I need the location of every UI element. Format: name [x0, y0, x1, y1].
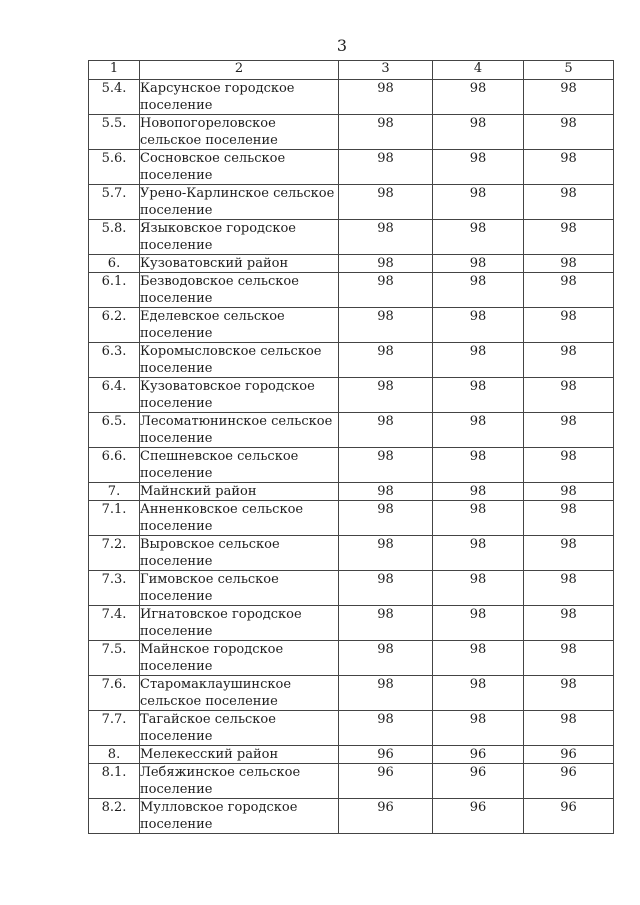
table-row: [89, 536, 614, 571]
column-header: 4: [433, 61, 524, 80]
row-number: 8.2.: [89, 799, 140, 834]
settlement-name: Сосновское сельское поселение: [140, 150, 339, 185]
column-header: 3: [339, 61, 433, 80]
table-row: [89, 606, 614, 641]
value-col-5: 98: [524, 711, 614, 746]
row-number: 7.4.: [89, 606, 140, 641]
value-col-4: 98: [433, 536, 524, 571]
settlement-name: Мелекесский район: [140, 746, 339, 764]
row-number: 7.5.: [89, 641, 140, 676]
settlement-name: Лесоматюнинское сельское поселение: [140, 413, 339, 448]
value-col-3: 98: [339, 641, 433, 676]
table-row: [89, 483, 614, 501]
table-row: [89, 378, 614, 413]
value-col-4: 98: [433, 80, 524, 115]
value-col-4: 98: [433, 378, 524, 413]
value-col-5: 98: [524, 501, 614, 536]
table-row: [89, 308, 614, 343]
value-col-4: 98: [433, 501, 524, 536]
row-number: 8.1.: [89, 764, 140, 799]
value-col-4: 98: [433, 641, 524, 676]
value-col-5: 98: [524, 378, 614, 413]
value-col-3: 98: [339, 571, 433, 606]
settlement-name: Еделевское сельское поселение: [140, 308, 339, 343]
value-col-5: 98: [524, 676, 614, 711]
row-number: 6.6.: [89, 448, 140, 483]
value-col-3: 96: [339, 746, 433, 764]
value-col-4: 98: [433, 606, 524, 641]
value-col-4: 96: [433, 764, 524, 799]
settlement-name: Выровское сельское поселение: [140, 536, 339, 571]
row-number: 7.7.: [89, 711, 140, 746]
row-number: 5.8.: [89, 220, 140, 255]
value-col-4: 98: [433, 711, 524, 746]
value-col-3: 98: [339, 413, 433, 448]
value-col-5: 98: [524, 413, 614, 448]
value-col-4: 98: [433, 255, 524, 273]
settlement-name: Гимовское сельское поселение: [140, 571, 339, 606]
settlement-name: Карсунское городское поселение: [140, 80, 339, 115]
settlement-name: Урено-Карлинское сельское поселение: [140, 185, 339, 220]
table-row: [89, 255, 614, 273]
settlement-name: Языковское городское поселение: [140, 220, 339, 255]
row-number: 6.2.: [89, 308, 140, 343]
value-col-3: 98: [339, 606, 433, 641]
table-header-row: [89, 61, 614, 80]
settlement-name: Спешневское сельское поселение: [140, 448, 339, 483]
row-number: 5.6.: [89, 150, 140, 185]
row-number: 8.: [89, 746, 140, 764]
value-col-5: 98: [524, 150, 614, 185]
settlement-name: Анненковское сельское поселение: [140, 501, 339, 536]
value-col-3: 98: [339, 676, 433, 711]
table-row: [89, 343, 614, 378]
data-table: [88, 60, 614, 834]
table-row: [89, 676, 614, 711]
value-col-3: 96: [339, 764, 433, 799]
settlement-name: Майнское городское поселение: [140, 641, 339, 676]
settlement-name: Тагайское сельское поселение: [140, 711, 339, 746]
settlement-name: Безводовское сельское поселение: [140, 273, 339, 308]
row-number: 6.5.: [89, 413, 140, 448]
value-col-3: 98: [339, 483, 433, 501]
row-number: 5.5.: [89, 115, 140, 150]
row-number: 6.3.: [89, 343, 140, 378]
value-col-3: 96: [339, 799, 433, 834]
value-col-4: 96: [433, 746, 524, 764]
row-number: 7.1.: [89, 501, 140, 536]
value-col-5: 98: [524, 80, 614, 115]
value-col-5: 98: [524, 571, 614, 606]
settlement-name: Кузоватовское городское поселение: [140, 378, 339, 413]
table-row: [89, 711, 614, 746]
value-col-4: 98: [433, 571, 524, 606]
value-col-5: 98: [524, 536, 614, 571]
value-col-4: 98: [433, 308, 524, 343]
value-col-5: 98: [524, 185, 614, 220]
value-col-3: 98: [339, 150, 433, 185]
value-col-3: 98: [339, 80, 433, 115]
row-number: 7.3.: [89, 571, 140, 606]
table-row: [89, 764, 614, 799]
column-header: 2: [140, 61, 339, 80]
table-row: [89, 501, 614, 536]
value-col-3: 98: [339, 255, 433, 273]
value-col-5: 96: [524, 746, 614, 764]
value-col-4: 98: [433, 150, 524, 185]
table-row: [89, 641, 614, 676]
value-col-3: 98: [339, 308, 433, 343]
table-row: [89, 150, 614, 185]
value-col-4: 98: [433, 220, 524, 255]
settlement-name: Старомаклаушинское сельское поселение: [140, 676, 339, 711]
value-col-5: 96: [524, 764, 614, 799]
row-number: 7.: [89, 483, 140, 501]
value-col-5: 98: [524, 220, 614, 255]
value-col-4: 98: [433, 343, 524, 378]
value-col-5: 98: [524, 273, 614, 308]
settlement-name: Мулловское городское поселение: [140, 799, 339, 834]
value-col-3: 98: [339, 220, 433, 255]
table-row: [89, 799, 614, 834]
table-row: [89, 746, 614, 764]
value-col-3: 98: [339, 343, 433, 378]
row-number: 6.4.: [89, 378, 140, 413]
value-col-4: 98: [433, 185, 524, 220]
value-col-5: 98: [524, 606, 614, 641]
value-col-3: 98: [339, 536, 433, 571]
value-col-5: 98: [524, 255, 614, 273]
value-col-4: 98: [433, 273, 524, 308]
value-col-3: 98: [339, 115, 433, 150]
value-col-5: 96: [524, 799, 614, 834]
value-col-5: 98: [524, 448, 614, 483]
value-col-4: 98: [433, 483, 524, 501]
table-row: [89, 80, 614, 115]
value-col-3: 98: [339, 185, 433, 220]
row-number: 7.6.: [89, 676, 140, 711]
table-row: [89, 571, 614, 606]
table-row: [89, 273, 614, 308]
table-body: [89, 80, 614, 834]
table-row: [89, 185, 614, 220]
value-col-3: 98: [339, 273, 433, 308]
settlement-name: Игнатовское городское поселение: [140, 606, 339, 641]
row-number: 5.4.: [89, 80, 140, 115]
value-col-4: 96: [433, 799, 524, 834]
value-col-4: 98: [433, 115, 524, 150]
row-number: 7.2.: [89, 536, 140, 571]
value-col-5: 98: [524, 343, 614, 378]
value-col-3: 98: [339, 448, 433, 483]
table-row: [89, 220, 614, 255]
settlement-name: Майнский район: [140, 483, 339, 501]
row-number: 6.1.: [89, 273, 140, 308]
value-col-4: 98: [433, 448, 524, 483]
table-row: [89, 115, 614, 150]
value-col-5: 98: [524, 308, 614, 343]
row-number: 5.7.: [89, 185, 140, 220]
settlement-name: Коромысловское сельское поселение: [140, 343, 339, 378]
table-row: [89, 448, 614, 483]
settlement-name: Лебяжинское сельское поселение: [140, 764, 339, 799]
value-col-3: 98: [339, 501, 433, 536]
row-number: 6.: [89, 255, 140, 273]
settlement-name: Новопогореловское сельское поселение: [140, 115, 339, 150]
table-row: [89, 413, 614, 448]
value-col-5: 98: [524, 483, 614, 501]
page-number: 3: [336, 36, 348, 55]
value-col-3: 98: [339, 378, 433, 413]
settlement-name: Кузоватовский район: [140, 255, 339, 273]
column-header: 1: [89, 61, 140, 80]
value-col-4: 98: [433, 676, 524, 711]
value-col-5: 98: [524, 115, 614, 150]
value-col-5: 98: [524, 641, 614, 676]
column-header: 5: [524, 61, 614, 80]
value-col-4: 98: [433, 413, 524, 448]
value-col-3: 98: [339, 711, 433, 746]
